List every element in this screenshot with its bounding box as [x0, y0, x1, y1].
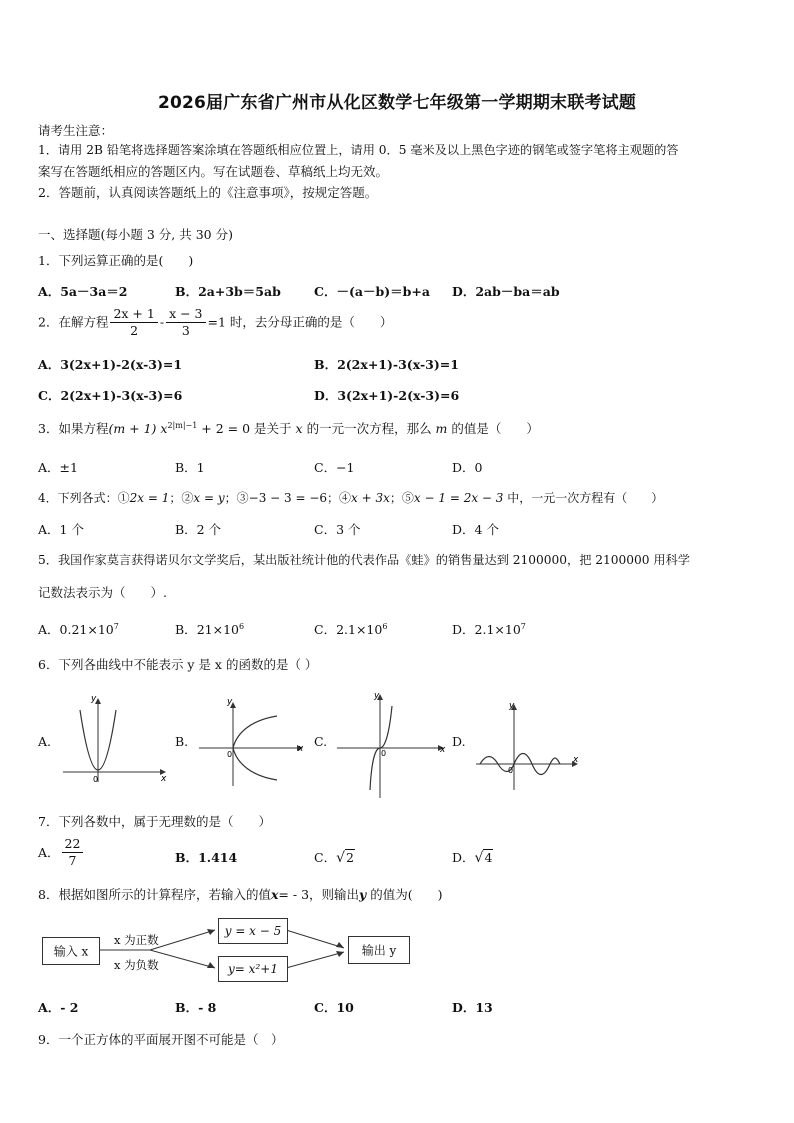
q5-option-b-exp: 6 — [238, 621, 245, 631]
q8-input-label: 输入 x — [53, 944, 89, 959]
q3-equation-a: (m + 1) x — [108, 421, 168, 436]
q7-option-a-fraction — [62, 836, 84, 869]
q4-expr-2: x = y — [193, 491, 225, 505]
q4-expr-1: 2x = 1 — [129, 491, 170, 505]
q6-graph-b-y-label: y — [227, 697, 233, 707]
q3-stem-post: 的值是（ ） — [447, 421, 539, 436]
q6-graph-d-origin: 0 — [508, 766, 514, 775]
q8-formula-box-2 — [218, 956, 288, 982]
q5-stem-line-1: 5．我国作家莫言获得诺贝尔文学奖后，某出版社统计他的代表作品《蛙》的销售量达到 2100000，把 2100000 用科学 — [38, 553, 690, 567]
q7-option-c-label: C． — [314, 850, 337, 865]
q3-option-a: A．±1 — [38, 460, 78, 475]
q2-option-b: B．2(2x+1)-3(x-3)=1 — [314, 357, 459, 372]
q3-stem-mid2: 的一元一次方程，那么 — [302, 421, 436, 436]
q6-option-a-label: A. — [38, 734, 52, 749]
q3-var-m: m — [435, 421, 448, 436]
q4-option-a: A．1 个 — [38, 522, 84, 537]
q4-expr-5: x − 1 = 2x − 3 — [413, 491, 504, 505]
q6-graph-b-x-label: x — [298, 744, 304, 754]
page-title: 2026届广东省广州市从化区数学七年级第一学期期末联考试题 — [157, 93, 637, 113]
q8-negative-label: x 为负数 — [114, 958, 159, 972]
q5-option-d-label: D． — [452, 622, 475, 637]
q2-stem-post: =1 时，去分母正确的是（ ） — [207, 314, 393, 330]
q2-fraction-1-den: 2 — [130, 323, 139, 338]
q2-option-d: D．3(2x+1)-2(x-3)=6 — [314, 388, 460, 403]
q6-graph-c-x-label: x — [440, 745, 446, 755]
q1-option-b: B．2a+3b＝5ab — [175, 284, 281, 299]
q6-option-b-label: B. — [175, 734, 189, 749]
q2-option-c: C．2(2x+1)-3(x-3)=6 — [38, 388, 183, 403]
q8-stem-c: 的值为( ) — [366, 887, 443, 902]
q6-graph-a — [60, 690, 172, 785]
q5-option-b-label: B． — [175, 622, 197, 637]
q4-sep-3: ；③ — [224, 491, 249, 505]
q8-var-x: x — [270, 887, 279, 902]
q2-fraction-1-num: 2x + 1 — [110, 306, 157, 323]
q4-stem — [38, 489, 663, 506]
q5-option-d-exp: 7 — [520, 621, 526, 631]
q5-option-a-base: 0.21×10 — [59, 622, 114, 637]
notice-line-1a: 1．请用 2B 铅笔将选择题答案涂填在答题纸相应位置上，请用 0．5 毫米及以上黑色字迹的钢笔或签字笔将主观题的答 — [38, 143, 679, 157]
q8-stem-b: = - 3，则输出 — [278, 887, 360, 902]
q8-input-box — [42, 937, 100, 965]
notice-line-1b: 案写在答题纸相应的答题区内。写在试题卷、草稿纸上均无效。 — [38, 164, 389, 179]
q5-stem-line-2: 记数法表示为（ ）. — [38, 585, 167, 600]
q5-option-d-base: 2.1×10 — [474, 622, 521, 637]
q4-stem-a: 4．下列各式：① — [38, 491, 130, 505]
q7-option-c-radicand: 2 — [346, 850, 354, 865]
q8-output-box — [348, 936, 410, 964]
q5-option-c-exp: 6 — [382, 621, 388, 631]
q7-option-a-label: A． — [38, 845, 60, 860]
q7-option-d-sqrt-icon: √ — [474, 850, 484, 866]
q8-formula-1: y = x − 5 — [224, 924, 282, 938]
q3-equation-b: + 2 = 0 — [197, 421, 251, 436]
q7-option-a-den: 7 — [68, 853, 77, 868]
q3-option-d: D．0 — [452, 460, 483, 475]
q3-equation-exponent: 2|m|−1 — [167, 420, 198, 430]
q6-graph-d-y-label: y — [509, 701, 515, 711]
q7-option-d-label: D． — [452, 850, 475, 865]
q6-graph-c-origin: 0 — [381, 749, 387, 758]
notice-heading: 请考生注意： — [38, 123, 114, 138]
q4-stem-b: 中，一元一次方程有（ ） — [503, 491, 664, 505]
q1-stem: 1．下列运算正确的是( ) — [38, 253, 194, 268]
q8-option-b: B．- 8 — [175, 1000, 217, 1015]
q8-option-d: D．13 — [452, 1000, 493, 1015]
q7-option-b: B．1.414 — [175, 850, 238, 865]
q2-minus: - — [159, 314, 165, 330]
q7-option-d — [452, 848, 493, 866]
q6-option-c-label: C. — [314, 734, 328, 749]
q8-formula-2: y= x²+1 — [228, 962, 278, 976]
q2-option-a: A．3(2x+1)-2(x-3)=1 — [38, 357, 183, 372]
q6-stem: 6．下列各曲线中不能表示 y 是 x 的函数的是（ ） — [38, 657, 318, 672]
q6-graph-d — [474, 700, 584, 792]
q7-option-a-num: 22 — [62, 836, 84, 853]
q5-option-a-label: A． — [38, 622, 60, 637]
q8-stem-a: 8．根据如图所示的计算程序，若输入的值 — [38, 887, 271, 902]
q4-expr-3: −3 − 3 = −6 — [248, 491, 328, 505]
q5-option-a-exp: 7 — [113, 621, 119, 631]
q6-graph-a-origin: 0 — [93, 775, 99, 784]
q3-stem — [38, 419, 539, 437]
q7-option-a — [38, 836, 85, 869]
q5-option-b-base: 21×10 — [196, 622, 239, 637]
q4-sep-2: ；② — [169, 491, 194, 505]
q4-expr-4: x + 3x — [351, 491, 390, 505]
q3-var-x: x — [295, 421, 303, 436]
q7-option-d-radicand: 4 — [484, 850, 493, 865]
q3-stem-mid: 是关于 — [250, 421, 296, 436]
q5-option-c — [314, 620, 387, 638]
q6-option-d-label: D. — [452, 734, 466, 749]
q5-option-c-base: 2.1×10 — [336, 622, 383, 637]
q5-option-c-label: C． — [314, 622, 337, 637]
q2-fraction-2-den: 3 — [181, 323, 190, 338]
q2-stem — [38, 306, 392, 339]
q7-stem: 7．下列各数中，属于无理数的是（ ） — [38, 814, 271, 829]
q6-graph-a-x-label: x — [161, 774, 167, 784]
q8-option-c: C．10 — [314, 1000, 354, 1015]
q4-sep-5: ；⑤ — [389, 491, 414, 505]
q7-option-c-sqrt-icon: √ — [336, 850, 345, 866]
q9-stem: 9．一个正方体的平面展开图不可能是（ ） — [38, 1032, 284, 1047]
q8-output-label: 输出 y — [361, 943, 397, 958]
q6-graph-c-y-label: y — [374, 691, 380, 701]
q2-fraction-2 — [166, 306, 205, 339]
q8-var-y: y — [359, 887, 367, 902]
q2-fraction-1 — [110, 306, 157, 339]
q3-option-c: C．−1 — [314, 460, 355, 475]
section-heading: 一、选择题(每小题 3 分, 共 30 分) — [38, 227, 233, 242]
q8-flowchart — [38, 912, 418, 982]
q8-positive-label: x 为正数 — [114, 933, 159, 947]
q6-graph-d-x-label: x — [573, 755, 579, 765]
q1-option-a: A．5a－3a＝2 — [38, 284, 128, 299]
q3-stem-pre: 3．如果方程 — [38, 421, 109, 436]
q6-graph-b — [197, 694, 309, 789]
q7-option-c — [314, 848, 355, 866]
q8-formula-box-1 — [218, 918, 288, 944]
q6-graph-a-y-label: y — [91, 694, 97, 704]
q4-option-b: B．2 个 — [175, 522, 222, 537]
q6-graph-b-origin: 0 — [227, 750, 233, 759]
q5-option-b — [175, 620, 244, 638]
q2-stem-pre: 2．在解方程 — [38, 314, 109, 330]
q5-option-a — [38, 620, 119, 638]
q2-fraction-2-num: x − 3 — [166, 306, 205, 323]
q8-option-a: A．- 2 — [38, 1000, 79, 1015]
notice-line-2: 2．答题前，认真阅读答题纸上的《注意事项》，按规定答题。 — [38, 185, 378, 200]
q4-option-c: C．3 个 — [314, 522, 361, 537]
q8-stem — [38, 885, 443, 903]
q3-option-b: B．1 — [175, 460, 205, 475]
q6-graph-c — [334, 690, 452, 800]
q4-sep-4: ；④ — [327, 491, 352, 505]
q4-option-d: D．4 个 — [452, 522, 499, 537]
q1-option-c: C．－(a－b)＝b+a — [314, 284, 430, 299]
q5-option-d — [452, 620, 526, 638]
q1-option-d: D．2ab－ba＝ab — [452, 284, 560, 299]
